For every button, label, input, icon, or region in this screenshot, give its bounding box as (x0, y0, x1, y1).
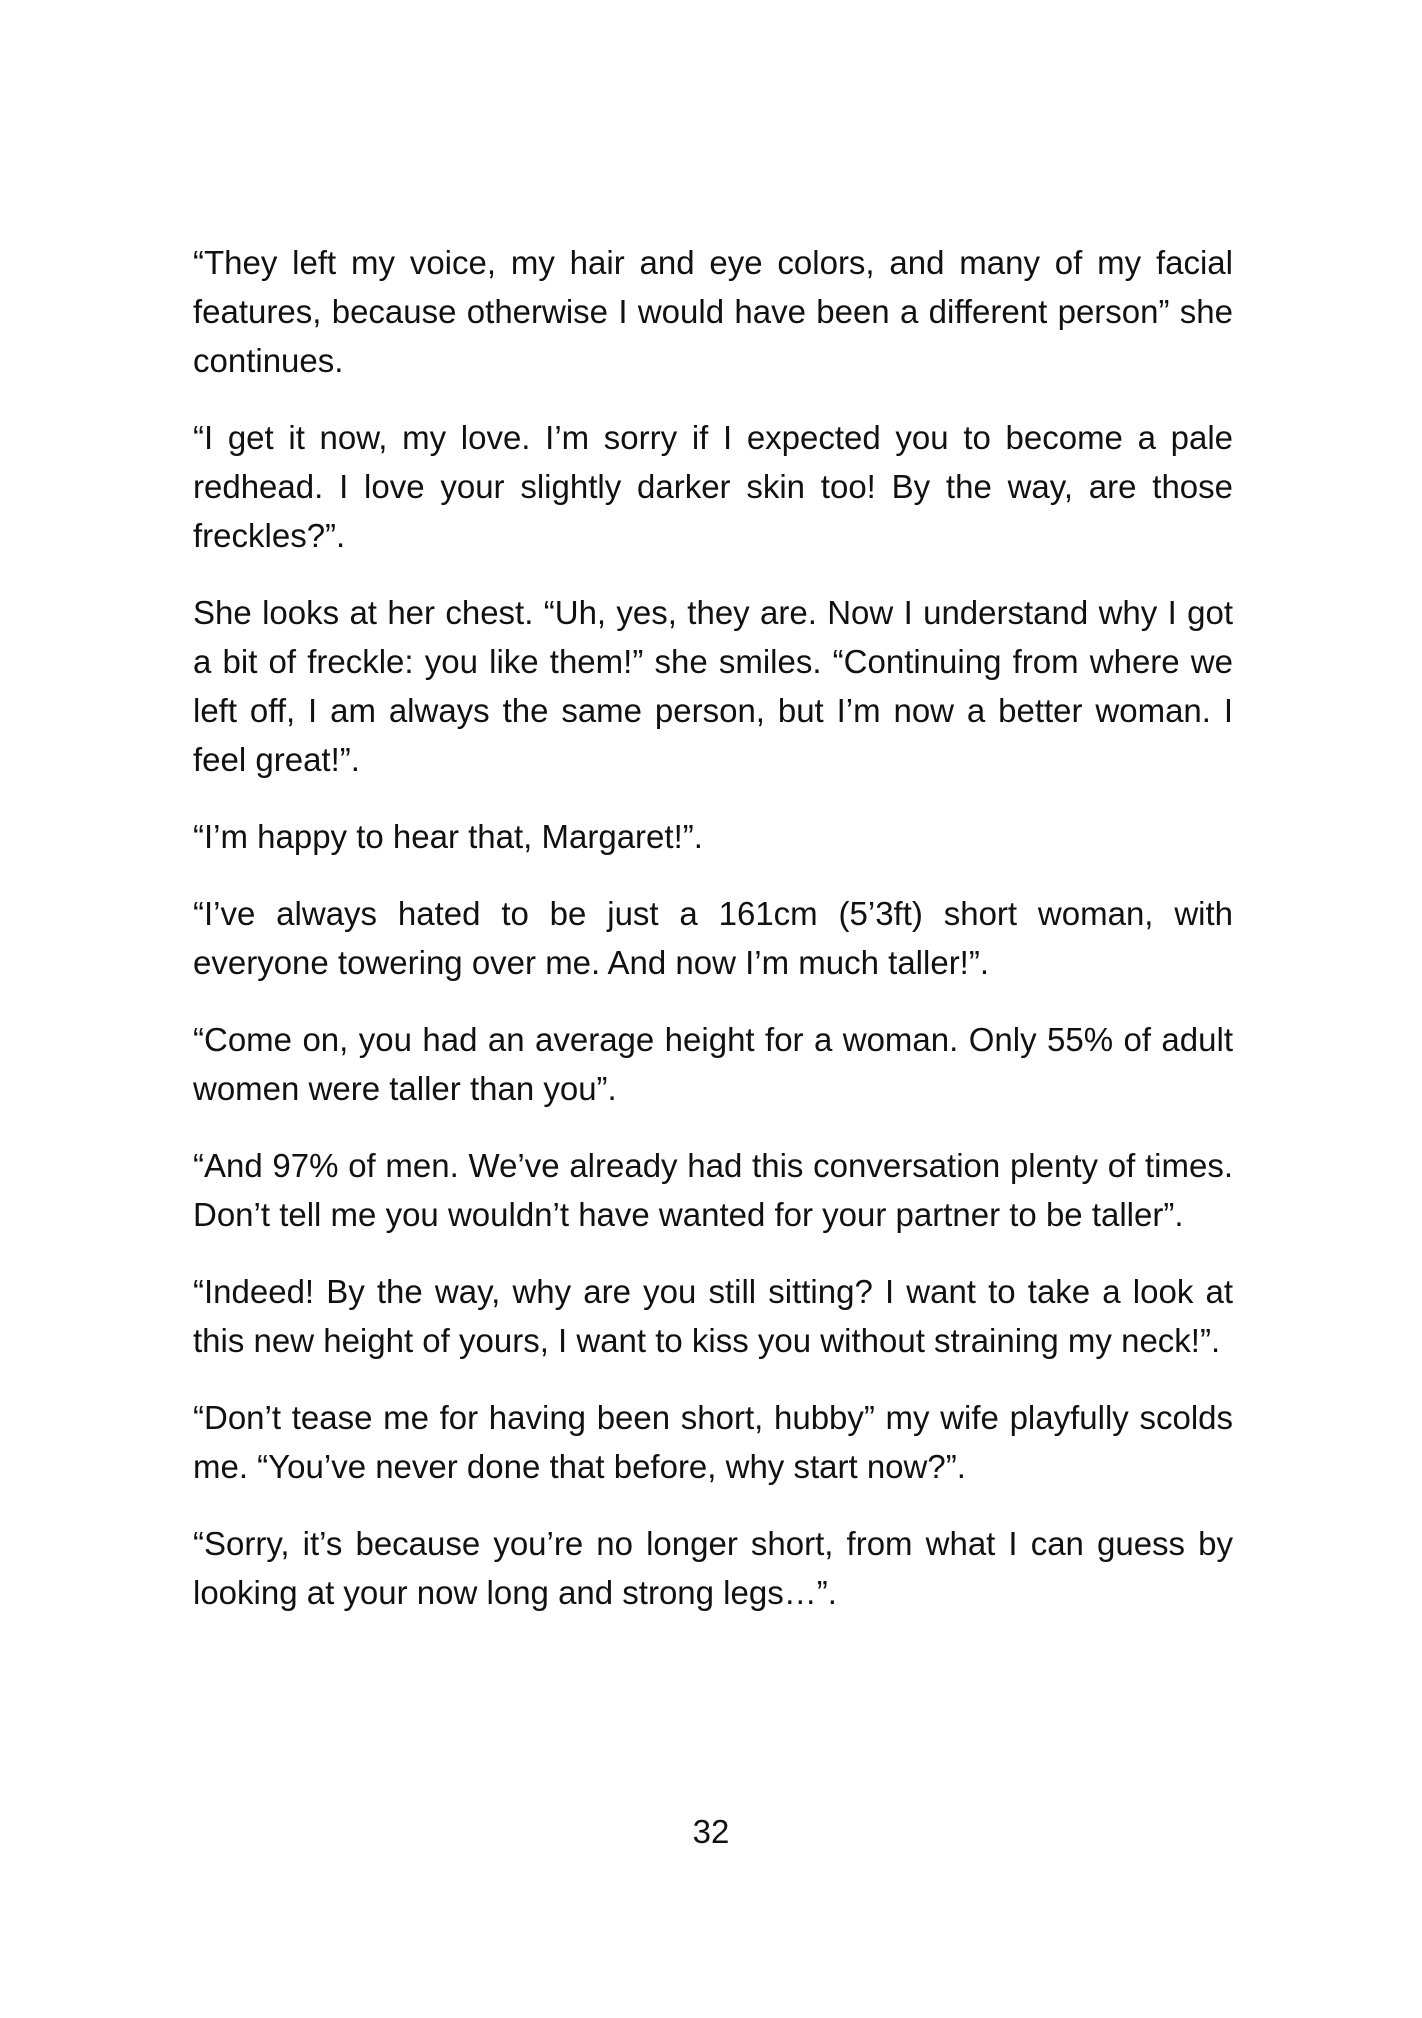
paragraph-2: “I get it now, my love. I’m sorry if I expected you to become a pale redhead. I love your slightly darker skin too! By the way, are those freckles?”. (193, 419, 1233, 554)
paragraph-10: “Sorry, it’s because you’re no longer short, from what I can guess by looking at your now long and strong legs…”. (193, 1525, 1233, 1611)
paragraph-7: “And 97% of men. We’ve already had this conversation plenty of times. Don’t tell me you wouldn’t have wanted for your partner to be taller”. (193, 1147, 1233, 1233)
body-text (193, 238, 1233, 1645)
paragraph-5: “I’ve always hated to be just a 161cm (5’3ft) short woman, with everyone towering over me. And now I’m much taller!”. (193, 895, 1233, 981)
paragraph-8: “Indeed! By the way, why are you still sitting? I want to take a look at this new height of yours, I want to kiss you without straining my neck!”. (193, 1273, 1233, 1359)
paragraph-6: “Come on, you had an average height for a woman. Only 55% of adult women were taller than you”. (193, 1021, 1233, 1107)
paragraph-9: “Don’t tease me for having been short, hubby” my wife playfully scolds me. “You’ve never done that before, why start now?”. (193, 1399, 1233, 1485)
paragraph-3: She looks at her chest. “Uh, yes, they are. Now I understand why I got a bit of freckle: you like them!” she smiles. “Continuing from where we left off, I am always the same person, but I’m now a better woman. I feel great!”. (193, 594, 1233, 778)
paragraph-4: “I’m happy to hear that, Margaret!”. (193, 818, 703, 855)
page-number: 32 (692, 1813, 730, 1850)
paragraph-1: “They left my voice, my hair and eye colors, and many of my facial features, because otherwise I would have been a different person” she continues. (193, 244, 1233, 379)
